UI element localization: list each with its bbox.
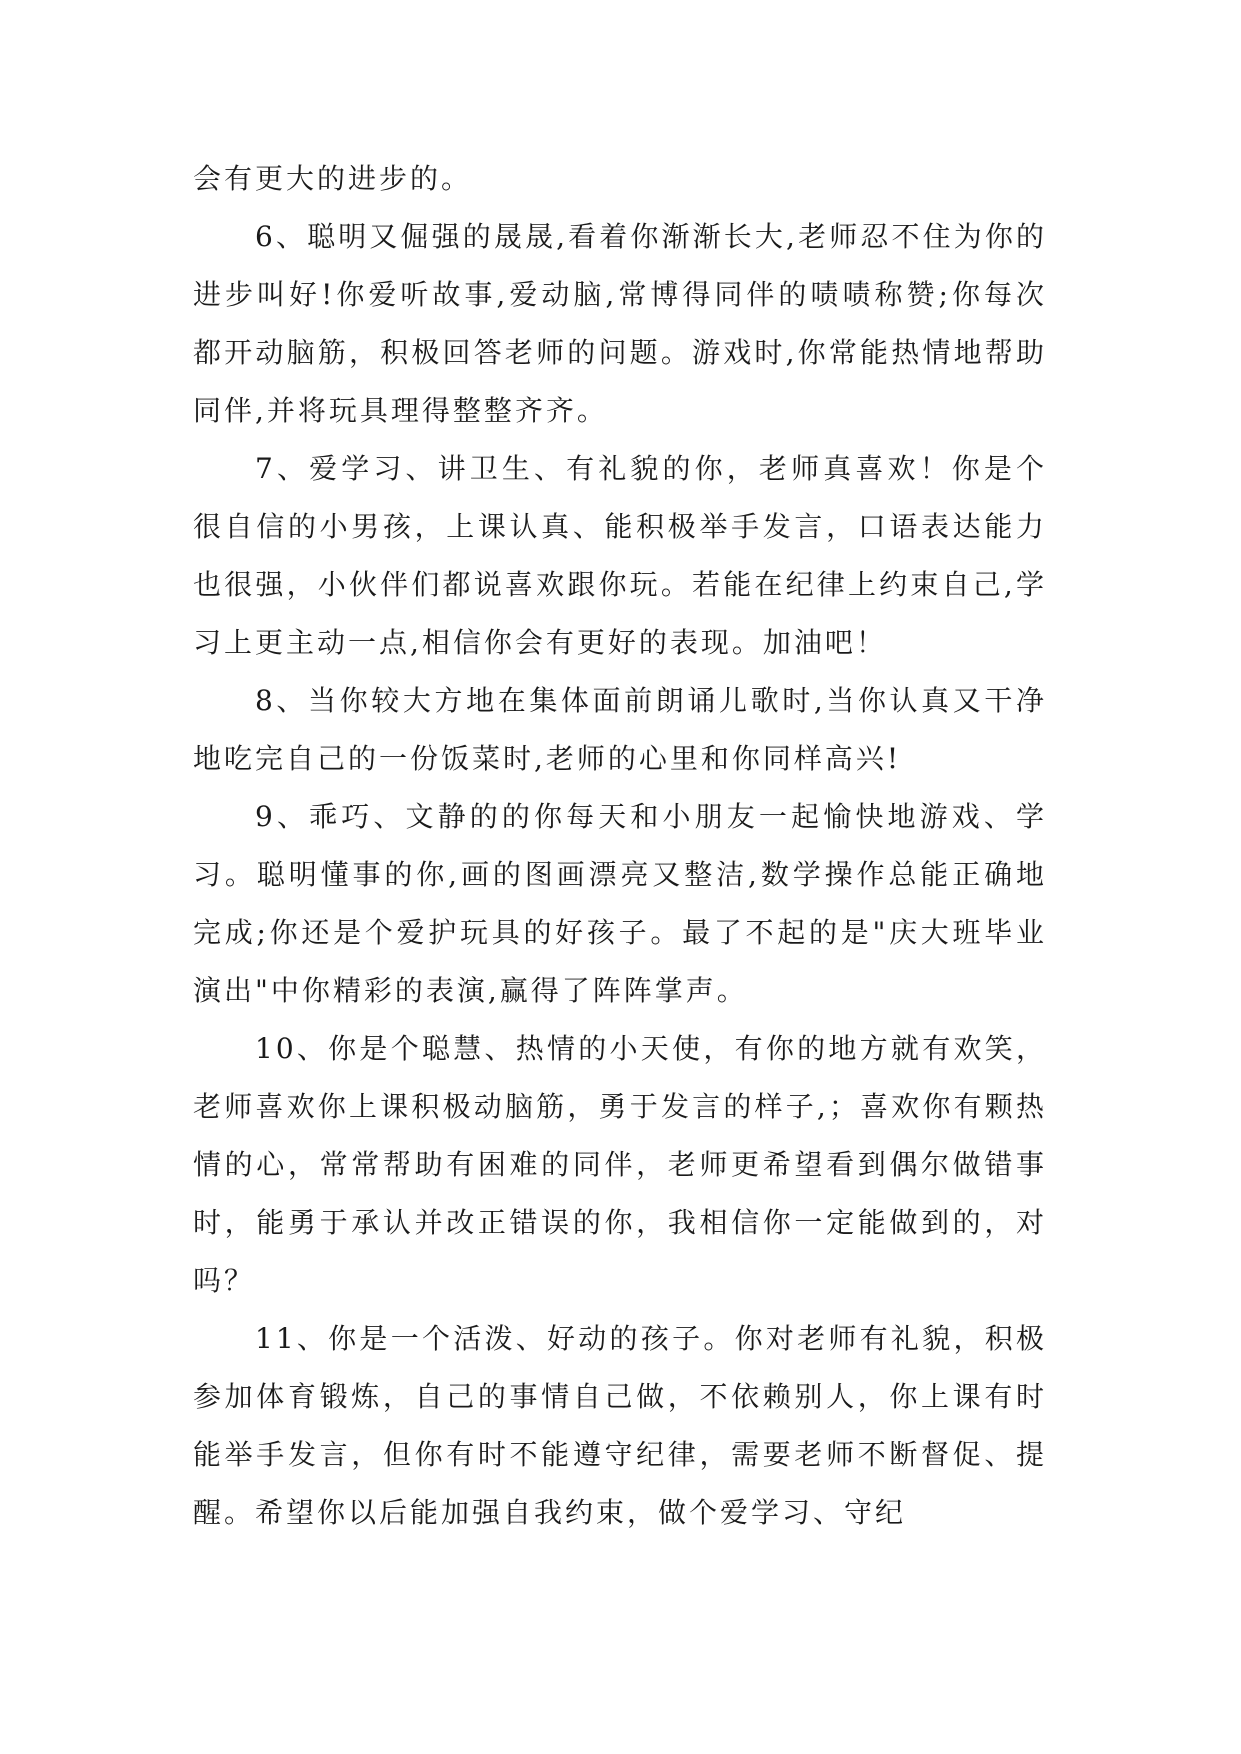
paragraph-comment-8: 8、当你较大方地在集体面前朗诵儿歌时,当你认真又干净地吃完自己的一份饭菜时,老师的心里和你同样高兴! [193,684,1047,775]
paragraph-comment-11: 11、你是一个活泼、好动的孩子。你对老师有礼貌，积极参加体育锻炼，自己的事情自己做，不依赖别人，你上课有时能举手发言，但你有时不能遵守纪律，需要老师不断督促、提醒。希望你以后能加强自我约束，做个爱学习、守纪 [193,1322,1047,1529]
paragraph-comment-9: 9、乖巧、文静的的你每天和小朋友一起愉快地游戏、学习。聪明懂事的你,画的图画漂亮又整洁,数学操作总能正确地完成;你还是个爱护玩具的好孩子。最了不起的是"庆大班毕业演出"中你精彩的表演,赢得了阵阵掌声。 [193,800,1047,1007]
paragraph-comment-6: 6、聪明又倔强的晟晟,看着你渐渐长大,老师忍不住为你的进步叫好!你爱听故事,爱动脑,常博得同伴的啧啧称赞;你每次都开动脑筋，积极回答老师的问题。游戏时,你常能热情地帮助同伴,并将玩具理得整整齐齐。 [193,220,1047,427]
paragraph-comment-10: 10、你是个聪慧、热情的小天使，有你的地方就有欢笑，老师喜欢你上课积极动脑筋，勇于发言的样子,；喜欢你有颗热情的心，常常帮助有困难的同伴，老师更希望看到偶尔做错事时，能勇于承认并改正错误的你，我相信你一定能做到的，对吗？ [193,1032,1047,1297]
paragraph-comment-7: 7、爱学习、讲卫生、有礼貌的你，老师真喜欢！你是个很自信的小男孩，上课认真、能积极举手发言，口语表达能力也很强，小伙伴们都说喜欢跟你玩。若能在纪律上约束自己,学习上更主动一点,相信你会有更好的表现。加油吧！ [193,452,1047,659]
paragraph-continuation: 会有更大的进步的。 [193,162,473,195]
document-page [193,150,1047,1542]
